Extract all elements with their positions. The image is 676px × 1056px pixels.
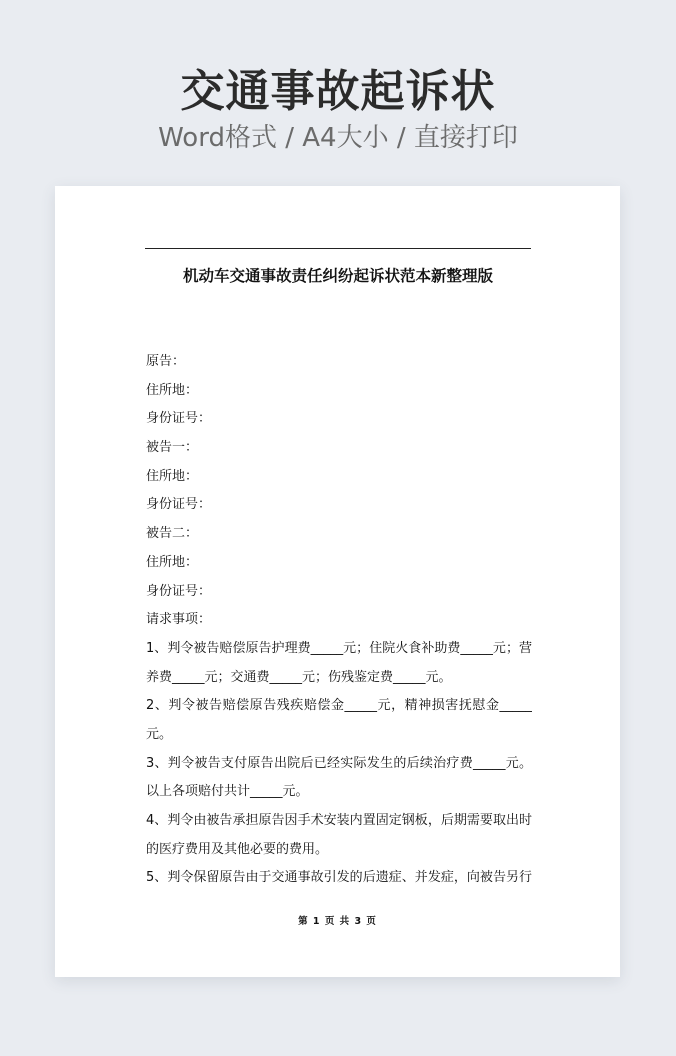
field-defendant-1: 被告一： bbox=[146, 440, 199, 456]
field-plaintiff: 原告： bbox=[146, 354, 186, 369]
document-title: 机动车交通事故责任纠纷起诉状范本新整理版 bbox=[182, 267, 493, 285]
header-rule bbox=[145, 248, 531, 249]
claim-4-line-1: 4、判令由被告承担原告因手术安装内置固定钢板，后期需要取出时 bbox=[146, 813, 532, 828]
field-plaintiff-id: 身份证号： bbox=[146, 411, 212, 427]
page-number-footer: 第 1 页 共 3 页 bbox=[298, 916, 377, 927]
claim-5-line-1: 5、判令保留原告由于交通事故引发的后遗症、并发症，向被告另行 bbox=[146, 870, 532, 886]
field-plaintiff-address: 住所地： bbox=[146, 382, 199, 398]
claim-1-line-2: 养费_____元；交通费_____元；伤残鉴定费_____元。 bbox=[146, 669, 452, 685]
banner-subtitle: Word格式 / A4大小 / 直接打印 bbox=[158, 123, 518, 153]
field-defendant-2-id: 身份证号： bbox=[146, 583, 212, 599]
claim-4-line-2: 的医疗费用及其他必要的费用。 bbox=[146, 841, 329, 857]
claim-2-line-1: 2、判令被告赔偿原告残疾赔偿金_____元，精神损害抚慰金_____ bbox=[146, 698, 532, 714]
field-defendant-1-id: 身份证号： bbox=[146, 497, 212, 513]
document-page bbox=[55, 186, 620, 977]
field-defendant-2-address: 住所地： bbox=[146, 554, 199, 570]
field-defendant-2: 被告二： bbox=[146, 526, 199, 542]
document-body bbox=[146, 348, 532, 893]
claim-3-line-1: 3、判令被告支付原告出院后已经实际发生的后续治疗费_____元。 bbox=[146, 755, 532, 771]
claim-1-line-1: 1、判令被告赔偿原告护理费_____元；住院火食补助费_____元；营 bbox=[146, 640, 532, 656]
field-defendant-1-address: 住所地： bbox=[146, 468, 199, 484]
banner-title: 交通事故起诉状 bbox=[180, 66, 496, 117]
claim-2-line-2: 元。 bbox=[146, 726, 173, 742]
claim-3-line-2: 以上各项赔付共计_____元。 bbox=[146, 784, 309, 800]
claims-heading: 请求事项： bbox=[146, 612, 212, 628]
